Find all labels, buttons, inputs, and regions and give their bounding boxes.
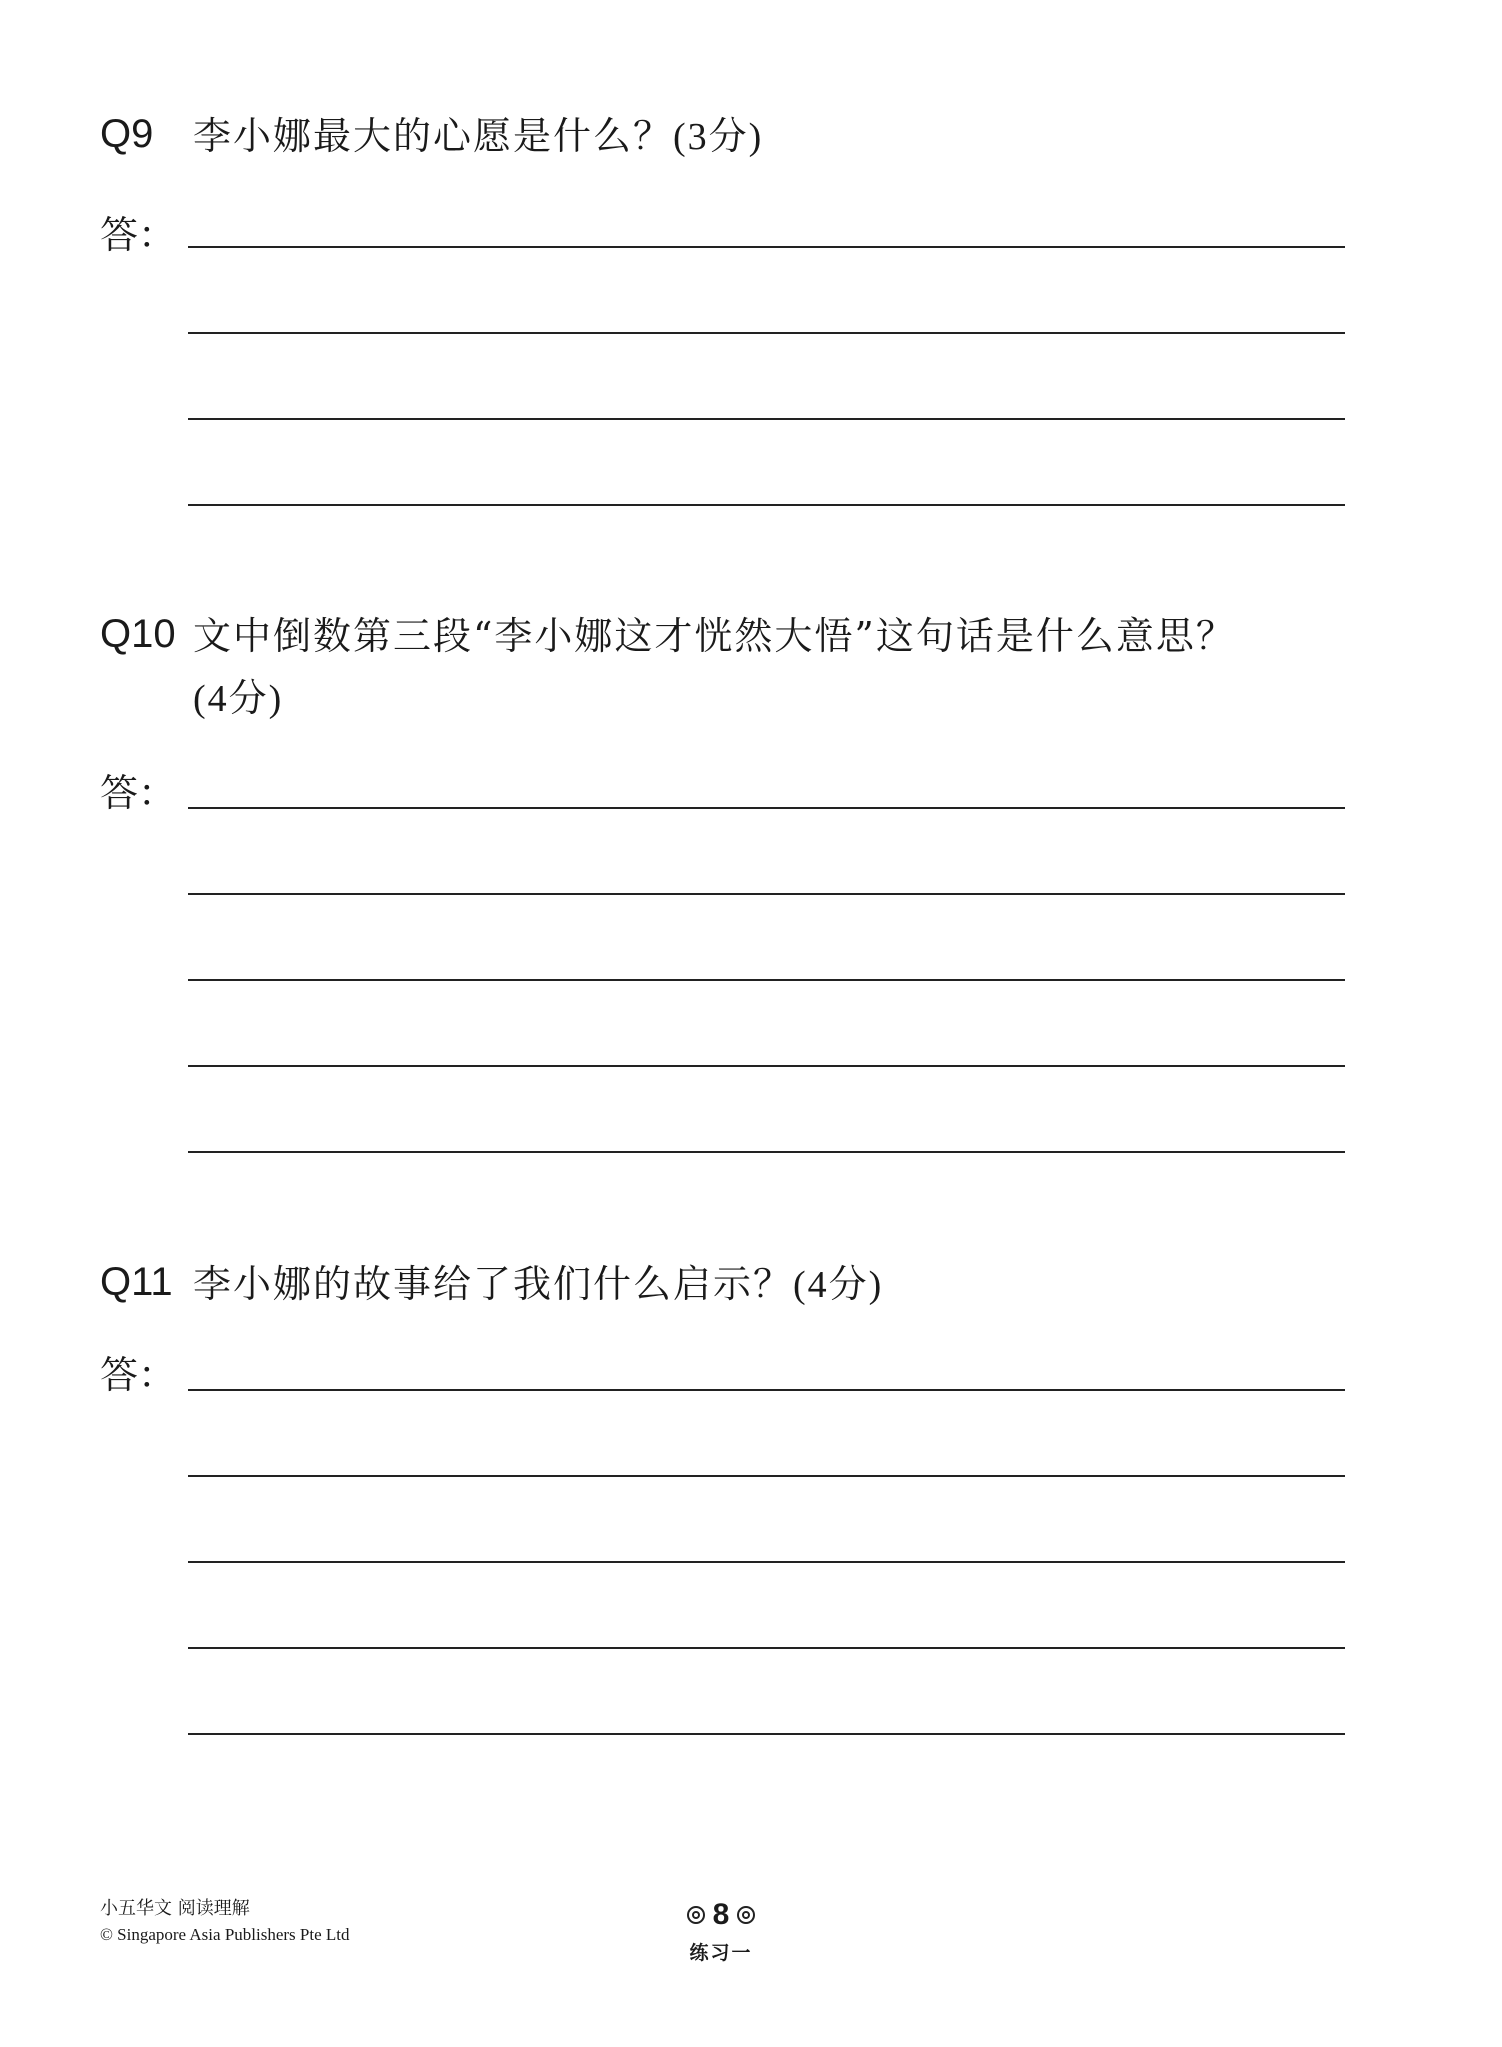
question-text: 文中倒数第三段“李小娜这才恍然大悟”这句话是什么意思？ (4分): [193, 614, 1236, 720]
question-number: Q11: [100, 1260, 173, 1304]
answer-line[interactable]: [188, 807, 1345, 809]
question-marks: (4分): [793, 1264, 884, 1306]
answer-line[interactable]: [188, 1389, 1345, 1391]
question-10: [100, 605, 1340, 815]
publisher-copyright: © Singapore Asia Publishers Pte Ltd: [100, 1925, 350, 1944]
answer-line[interactable]: [188, 1065, 1345, 1067]
question-marks: (4分): [193, 678, 284, 720]
footer-book-info: [100, 1896, 350, 1948]
answer-line[interactable]: [188, 893, 1345, 895]
question-marks: (3分): [673, 116, 764, 158]
question-text: 李小娜最大的心愿是什么？(3分): [193, 114, 764, 158]
exercise-name: 练习一: [689, 1942, 753, 1964]
answer-line[interactable]: [188, 1475, 1345, 1477]
answer-line[interactable]: [188, 1151, 1345, 1153]
answer-line[interactable]: [188, 1647, 1345, 1649]
question-9: [100, 105, 1340, 257]
answer-line[interactable]: [188, 979, 1345, 981]
answer-line[interactable]: [188, 332, 1345, 334]
question-number: Q10: [100, 612, 176, 656]
answer-line[interactable]: [188, 418, 1345, 420]
footer-page-info: [651, 1898, 791, 1965]
target-circle-icon: [687, 1906, 705, 1924]
book-title: 小五华文 阅读理解: [100, 1898, 250, 1919]
answer-line[interactable]: [188, 504, 1345, 506]
answer-line[interactable]: [188, 246, 1345, 248]
page-number: 8: [712, 1898, 730, 1931]
question-number: Q9: [100, 112, 154, 156]
answer-label: 答：: [100, 1353, 177, 1397]
question-11: [100, 1253, 1340, 1397]
answer-label: 答：: [100, 771, 177, 815]
target-circle-icon: [737, 1906, 755, 1924]
answer-line[interactable]: [188, 1561, 1345, 1563]
question-text: 李小娜的故事给了我们什么启示？(4分): [193, 1262, 884, 1306]
answer-line[interactable]: [188, 1733, 1345, 1735]
answer-label: 答：: [100, 213, 177, 257]
